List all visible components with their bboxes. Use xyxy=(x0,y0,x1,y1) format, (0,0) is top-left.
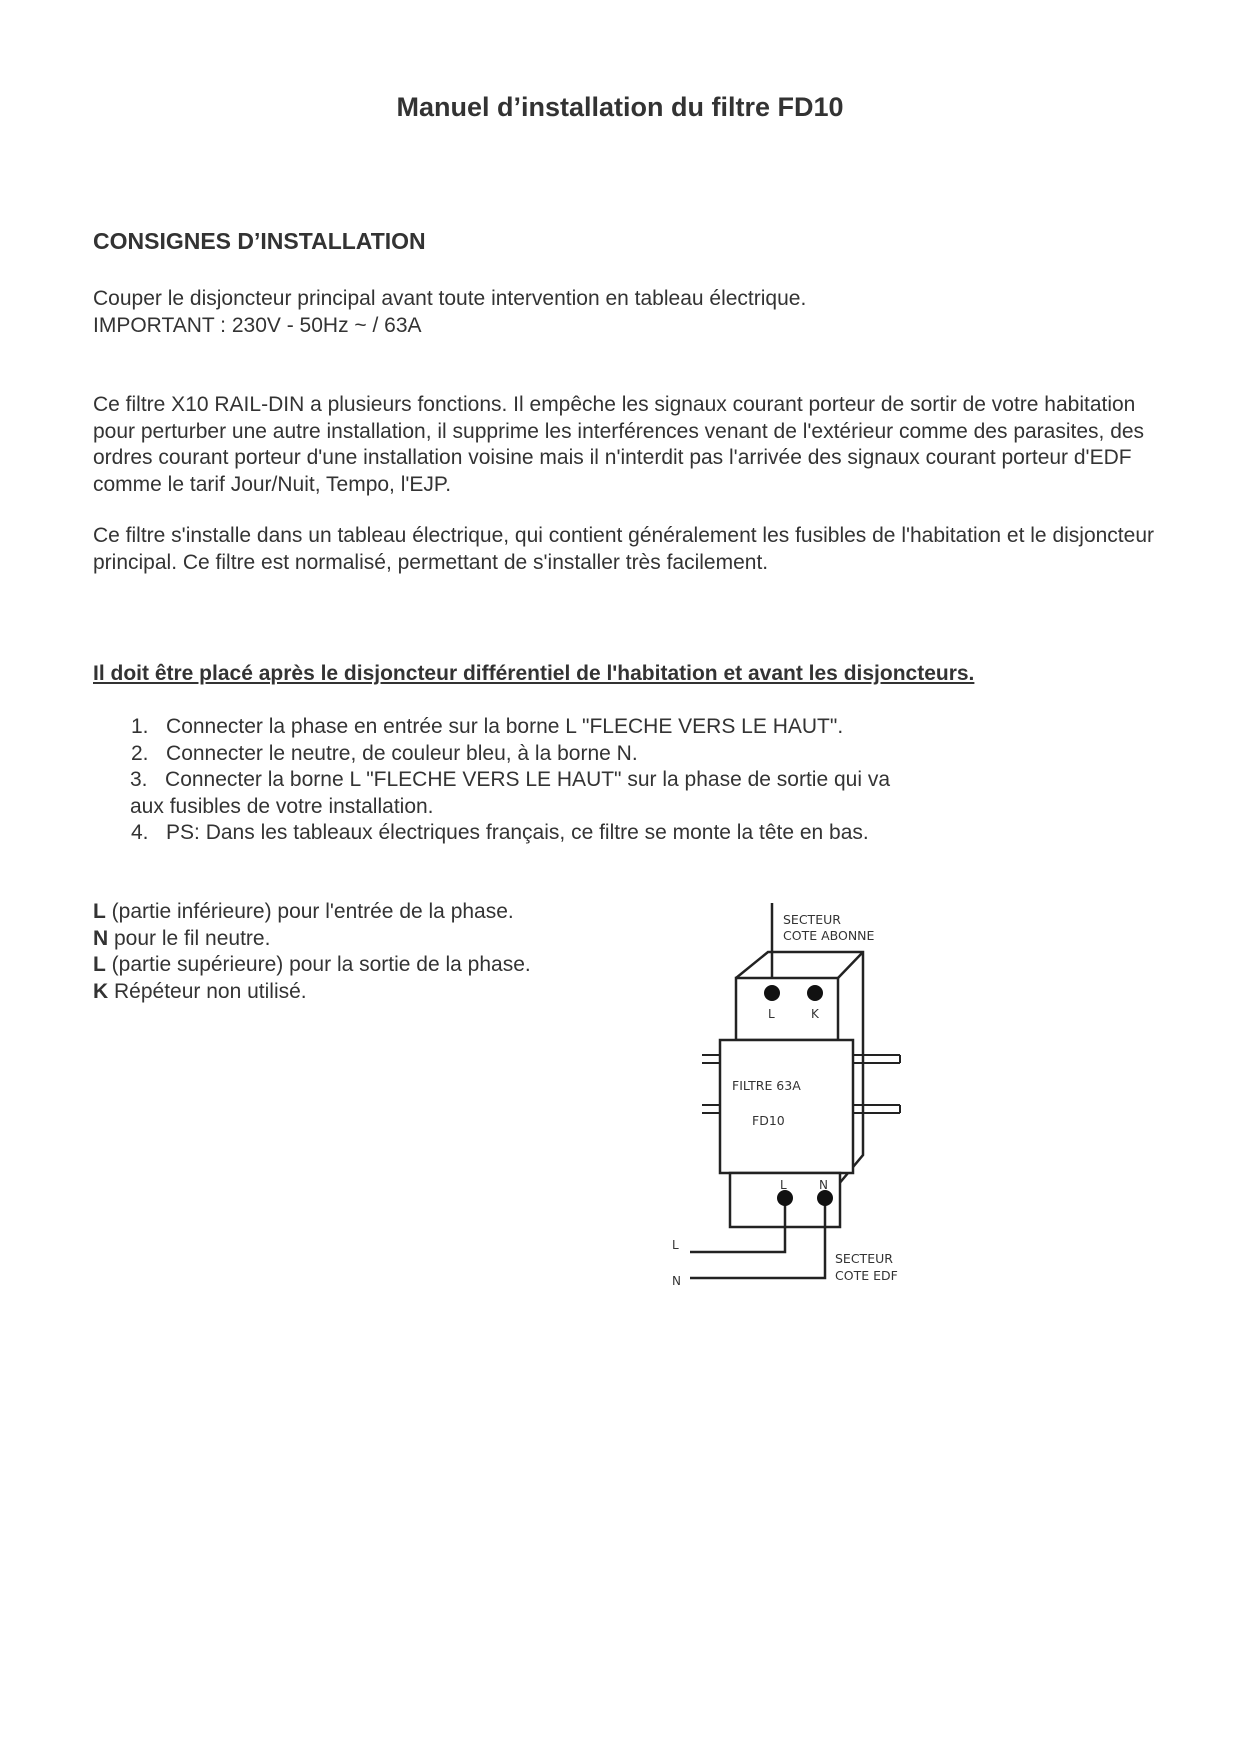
wire-l-label: L xyxy=(672,1238,679,1252)
placement-rule: Il doit être placé après le disjoncteur différentiel de l'habitation et avant les disjoncteurs. xyxy=(93,662,975,685)
legend-row xyxy=(93,979,531,1006)
legend-text: (partie supérieure) pour la sortie de la phase. xyxy=(105,953,531,976)
terminal-k-top-icon xyxy=(807,985,823,1001)
step-text: PS: Dans les tableaux électriques français, ce filtre se monte la tête en bas. xyxy=(166,821,869,844)
section-heading: CONSIGNES D’INSTALLATION xyxy=(93,228,426,254)
intro-block xyxy=(93,286,1193,339)
document-title: Manuel d’installation du filtre FD10 xyxy=(396,92,844,122)
legend-text: pour le fil neutre. xyxy=(108,926,271,950)
step-item xyxy=(131,820,871,847)
step-item xyxy=(131,714,1031,741)
legend-row xyxy=(93,952,531,979)
legend-text: (partie inférieure) pour l'entrée de la phase. xyxy=(105,900,514,923)
legend-key: K xyxy=(93,979,109,1003)
terminal-n-bottom-icon xyxy=(817,1190,833,1206)
bottom-terminal-left-label: L xyxy=(780,1178,787,1192)
step-number: 3. xyxy=(130,768,148,791)
body-label-line2: FD10 xyxy=(752,1113,785,1128)
intro-line-1: Couper le disjoncteur principal avant toute intervention en tableau électrique. xyxy=(93,287,807,310)
step-item xyxy=(130,767,890,820)
legend-row xyxy=(93,899,531,926)
bottom-label-line1: SECTEUR xyxy=(835,1251,893,1266)
legend-key: N xyxy=(93,926,109,950)
step-text: Connecter la phase en entrée sur la borne L "FLECHE VERS LE HAUT". xyxy=(166,715,844,738)
step-item xyxy=(131,741,1031,768)
filter-wiring-diagram xyxy=(660,895,920,1295)
top-label-line2: COTE ABONNE xyxy=(783,928,875,943)
step-number: 4. xyxy=(131,821,149,844)
filter-body xyxy=(720,1040,853,1173)
top-label-line1: SECTEUR xyxy=(783,912,841,927)
paragraph-functions: Ce filtre X10 RAIL-DIN a plusieurs fonctions. Il empêche les signaux courant porteur de sortir de votre habitation pour perturber une autre installation, il supprime les interférences venant de l'extérieur comme des parasites, des ordres courant porteur d'une installation voisine mais il n'interdit pas l'arrivée des signaux courant porteur d'EDF comme le tarif Jour/Nuit, Tempo, l'EJP. xyxy=(93,393,1145,496)
legend-key: L xyxy=(93,900,106,923)
wire-n-label: N xyxy=(672,1274,681,1288)
installation-steps xyxy=(131,714,1031,847)
top-terminal-left-label: L xyxy=(768,1007,775,1021)
legend-key: L xyxy=(93,953,106,976)
terminal-legend xyxy=(93,899,531,1005)
body-label-line1: FILTRE 63A xyxy=(732,1078,801,1093)
terminal-l-top-icon xyxy=(764,985,780,1001)
terminal-l-bottom-icon xyxy=(777,1190,793,1206)
legend-text: Répéteur non utilisé. xyxy=(108,979,307,1003)
intro-line-2: IMPORTANT : 230V - 50Hz ~ / 63A xyxy=(93,313,422,337)
top-terminal-right-label: K xyxy=(811,1007,819,1021)
paragraph-installation: Ce filtre s'installe dans un tableau électrique, qui contient généralement les fusibles de l'habitation et le disjoncteur principal. Ce filtre est normalisé, permettant de s'installer très facilement. xyxy=(93,524,1154,574)
bottom-label-line2: COTE EDF xyxy=(835,1268,898,1283)
legend-row xyxy=(93,926,531,953)
bottom-terminal-right-label: N xyxy=(819,1178,828,1192)
step-text: Connecter le neutre, de couleur bleu, à la borne N. xyxy=(166,741,638,765)
step-text: Connecter la borne L "FLECHE VERS LE HAUT" sur la phase de sortie qui va aux fusibles de votre installation. xyxy=(130,768,891,818)
step-number: 1. xyxy=(131,715,149,738)
top-terminal-block xyxy=(736,978,838,1040)
step-number: 2. xyxy=(131,741,149,765)
